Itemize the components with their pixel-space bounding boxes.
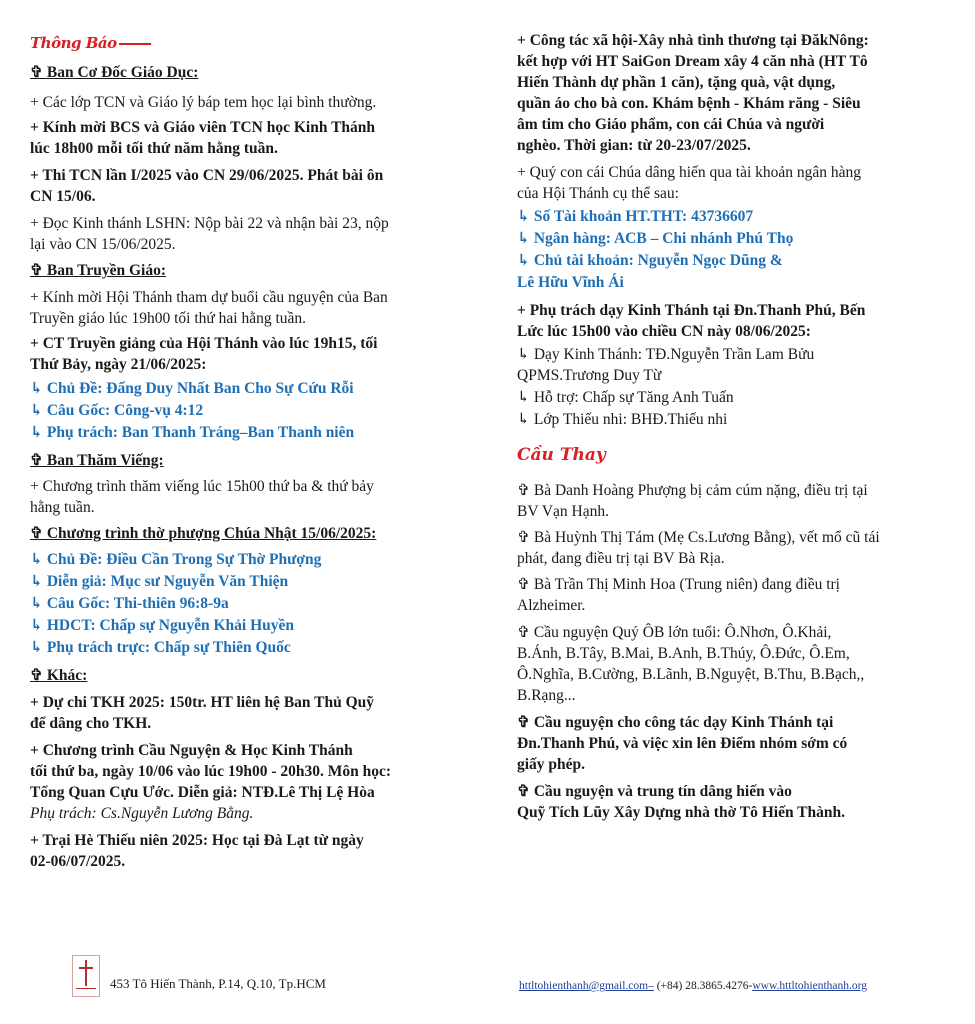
text-line: Tổng Quan Cựu Ước. Diễn giả: NTĐ.Lê Thị Lệ Hòa bbox=[30, 784, 375, 801]
announcements-heading bbox=[30, 34, 151, 53]
text-line: Thứ Bảy, ngày 21/06/2025: bbox=[30, 356, 207, 373]
cross-logo-icon bbox=[73, 956, 99, 996]
prayer-heading bbox=[517, 445, 606, 465]
text-line: ↳ Hỗ trợ: Chấp sự Tăng Anh Tuấn bbox=[517, 389, 734, 406]
text-line: + Thi TCN lần I/2025 vào CN 29/06/2025. Phát bài ôn bbox=[30, 167, 384, 184]
church-logo bbox=[72, 955, 100, 997]
text-line: + Đọc Kinh thánh LSHN: Nộp bài 22 và nhận bài 23, nộp bbox=[30, 215, 389, 232]
text-line: ✞ Cầu nguyện và trung tín dâng hiến vào bbox=[517, 783, 792, 800]
footer-contact bbox=[519, 980, 867, 992]
text-line: + CT Truyền giảng của Hội Thánh vào lúc 19h15, tối bbox=[30, 335, 378, 352]
text-line: ↳ Phụ trách: Ban Thanh Tráng–Ban Thanh niên bbox=[30, 424, 355, 441]
website-link[interactable]: www.httltohienthanh.org bbox=[752, 980, 867, 992]
heading-underline bbox=[119, 43, 151, 45]
text-line: Ô.Nghĩa, B.Cường, B.Lãnh, B.Nguyệt, B.Thu, B.Bạch,, bbox=[517, 666, 865, 683]
prayer-title: Cầu Thay bbox=[517, 445, 606, 465]
text-line: ↳ Ngân hàng: ACB – Chi nhánh Phú Thọ bbox=[517, 230, 794, 247]
text-line: ✞ Ban Truyền Giáo: bbox=[30, 262, 167, 279]
text-line: phát, đang điều trị tại BV Bà Rịa. bbox=[517, 550, 725, 567]
text-line: Alzheimer. bbox=[517, 597, 586, 614]
phone-text: (+84) 28.3865.4276- bbox=[653, 980, 753, 992]
text-line: QPMS.Trương Duy Từ bbox=[517, 367, 662, 384]
text-line: ↳ Phụ trách trực: Chấp sự Thiên Quốc bbox=[30, 639, 291, 656]
text-line: ✞ Bà Huỳnh Thị Tám (Mẹ Cs.Lương Bằng), vết mổ cũ tái bbox=[517, 529, 880, 546]
text-line: ↳ Dạy Kinh Thánh: TĐ.Nguyễn Trần Lam Bửu bbox=[517, 346, 815, 363]
text-line: Phụ trách: Cs.Nguyễn Lương Bằng. bbox=[30, 805, 254, 822]
announcements-title: Thông Báo bbox=[30, 34, 117, 52]
text-line: ✞ Cầu nguyện Quý ÔB lớn tuổi: Ô.Nhơn, Ô.Khải, bbox=[517, 624, 832, 641]
text-line: + Công tác xã hội-Xây nhà tình thương tại ĐăkNông: bbox=[517, 32, 869, 49]
text-line: Hiến Thành dự phần 1 căn), tặng quà, vật dụng, bbox=[517, 74, 836, 91]
text-line: ✞ Chương trình thờ phượng Chúa Nhật 15/06/2025: bbox=[30, 525, 377, 542]
text-line: ✞ Cầu nguyện cho công tác dạy Kinh Thánh tại bbox=[517, 714, 834, 731]
text-line: Lức lúc 15h00 vào chiều CN này 08/06/2025: bbox=[517, 323, 811, 340]
text-line: Truyền giáo lúc 19h00 tối thứ hai hằng tuần. bbox=[30, 310, 307, 327]
text-line: kết hợp với HT SaiGon Dream xây 4 căn nhà (HT Tô bbox=[517, 53, 868, 70]
text-line: ↳ Chủ Đề: Đấng Duy Nhất Ban Cho Sự Cứu Rỗi bbox=[30, 380, 354, 397]
text-line: + Chương trình thăm viếng lúc 15h00 thứ ba & thứ bảy bbox=[30, 478, 374, 495]
text-line: lúc 18h00 mỗi tối thứ năm hằng tuần. bbox=[30, 140, 278, 157]
text-line: ↳ Số Tài khoản HT.THT: 43736607 bbox=[517, 208, 754, 225]
text-line: + Chương trình Cầu Nguyện & Học Kinh Thánh bbox=[30, 742, 353, 759]
text-line: CN 15/06. bbox=[30, 188, 96, 205]
text-line: giấy phép. bbox=[517, 756, 586, 773]
text-line: lại vào CN 15/06/2025. bbox=[30, 236, 176, 253]
text-line: + Phụ trách dạy Kinh Thánh tại Đn.Thanh Phú, Bến bbox=[517, 302, 866, 319]
text-line: ↳ Lớp Thiếu nhi: BHĐ.Thiếu nhi bbox=[517, 411, 728, 428]
text-line: ✞ Khác: bbox=[30, 667, 88, 684]
text-line: ✞ Bà Danh Hoàng Phượng bị cảm cúm nặng, điều trị tại bbox=[517, 482, 868, 499]
text-line: 02-06/07/2025. bbox=[30, 853, 126, 870]
text-line: hằng tuần. bbox=[30, 499, 95, 516]
text-line: ↳ Câu Gốc: Công-vụ 4:12 bbox=[30, 402, 204, 419]
text-line: Đn.Thanh Phú, và việc xin lên Điểm nhóm sớm có bbox=[517, 735, 848, 752]
text-line: + Trại Hè Thiếu niên 2025: Học tại Đà Lạt từ ngày bbox=[30, 832, 364, 849]
text-line: ↳ Chủ tài khoản: Nguyễn Ngọc Dũng & bbox=[517, 252, 783, 269]
text-line: + Các lớp TCN và Giáo lý báp tem học lại bình thường. bbox=[30, 94, 377, 111]
text-line: của Hội Thánh cụ thể sau: bbox=[517, 185, 679, 202]
text-line: + Quý con cái Chúa dâng hiến qua tài khoản ngân hàng bbox=[517, 164, 862, 181]
text-line: ↳ HDCT: Chấp sự Nguyễn Khải Huyền bbox=[30, 617, 295, 634]
text-line: B.Rạng... bbox=[517, 687, 576, 704]
text-line: ↳ Câu Gốc: Thi-thiên 96:8-9a bbox=[30, 595, 229, 612]
text-line: + Kính mời BCS và Giáo viên TCN học Kinh Thánh bbox=[30, 119, 376, 136]
footer-address: 453 Tô Hiến Thành, P.14, Q.10, Tp.HCM bbox=[110, 976, 326, 991]
text-line: ✞ Bà Trần Thị Minh Hoa (Trung niên) đang điều trị bbox=[517, 576, 840, 593]
text-line: tối thứ ba, ngày 10/06 vào lúc 19h00 - 20h30. Môn học: bbox=[30, 763, 392, 780]
text-line: B.Ánh, B.Tây, B.Mai, B.Anh, B.Thúy, Ô.Đức, Ô.Em, bbox=[517, 645, 850, 662]
text-line: ↳ Diễn giả: Mục sư Nguyễn Văn Thiện bbox=[30, 573, 289, 590]
text-line: Lê Hữu Vĩnh Ái bbox=[517, 274, 624, 291]
text-line: ✞ Ban Cơ Đốc Giáo Dục: bbox=[30, 64, 199, 81]
text-line: + Kính mời Hội Thánh tham dự buổi cầu nguyện của Ban bbox=[30, 289, 388, 306]
text-line: Quỹ Tích Lũy Xây Dựng nhà thờ Tô Hiến Thành. bbox=[517, 804, 846, 821]
text-line: nghèo. Thời gian: từ 20-23/07/2025. bbox=[517, 137, 751, 154]
text-line: quần áo cho bà con. Khám bệnh - Khám răng - Siêu bbox=[517, 95, 861, 112]
text-line: để dâng cho TKH. bbox=[30, 715, 152, 732]
text-line: BV Vạn Hạnh. bbox=[517, 503, 609, 520]
email-link[interactable]: httltohienthanh@gmail.com– bbox=[519, 980, 654, 992]
text-line: + Dự chi TKH 2025: 150tr. HT liên hệ Ban Thủ Quỹ bbox=[30, 694, 374, 711]
text-line: âm tim cho Giáo phẩm, con cái Chúa và người bbox=[517, 116, 825, 133]
text-line: ↳ Chủ Đề: Điều Cần Trong Sự Thờ Phượng bbox=[30, 551, 322, 568]
text-line: ✞ Ban Thăm Viếng: bbox=[30, 452, 164, 469]
